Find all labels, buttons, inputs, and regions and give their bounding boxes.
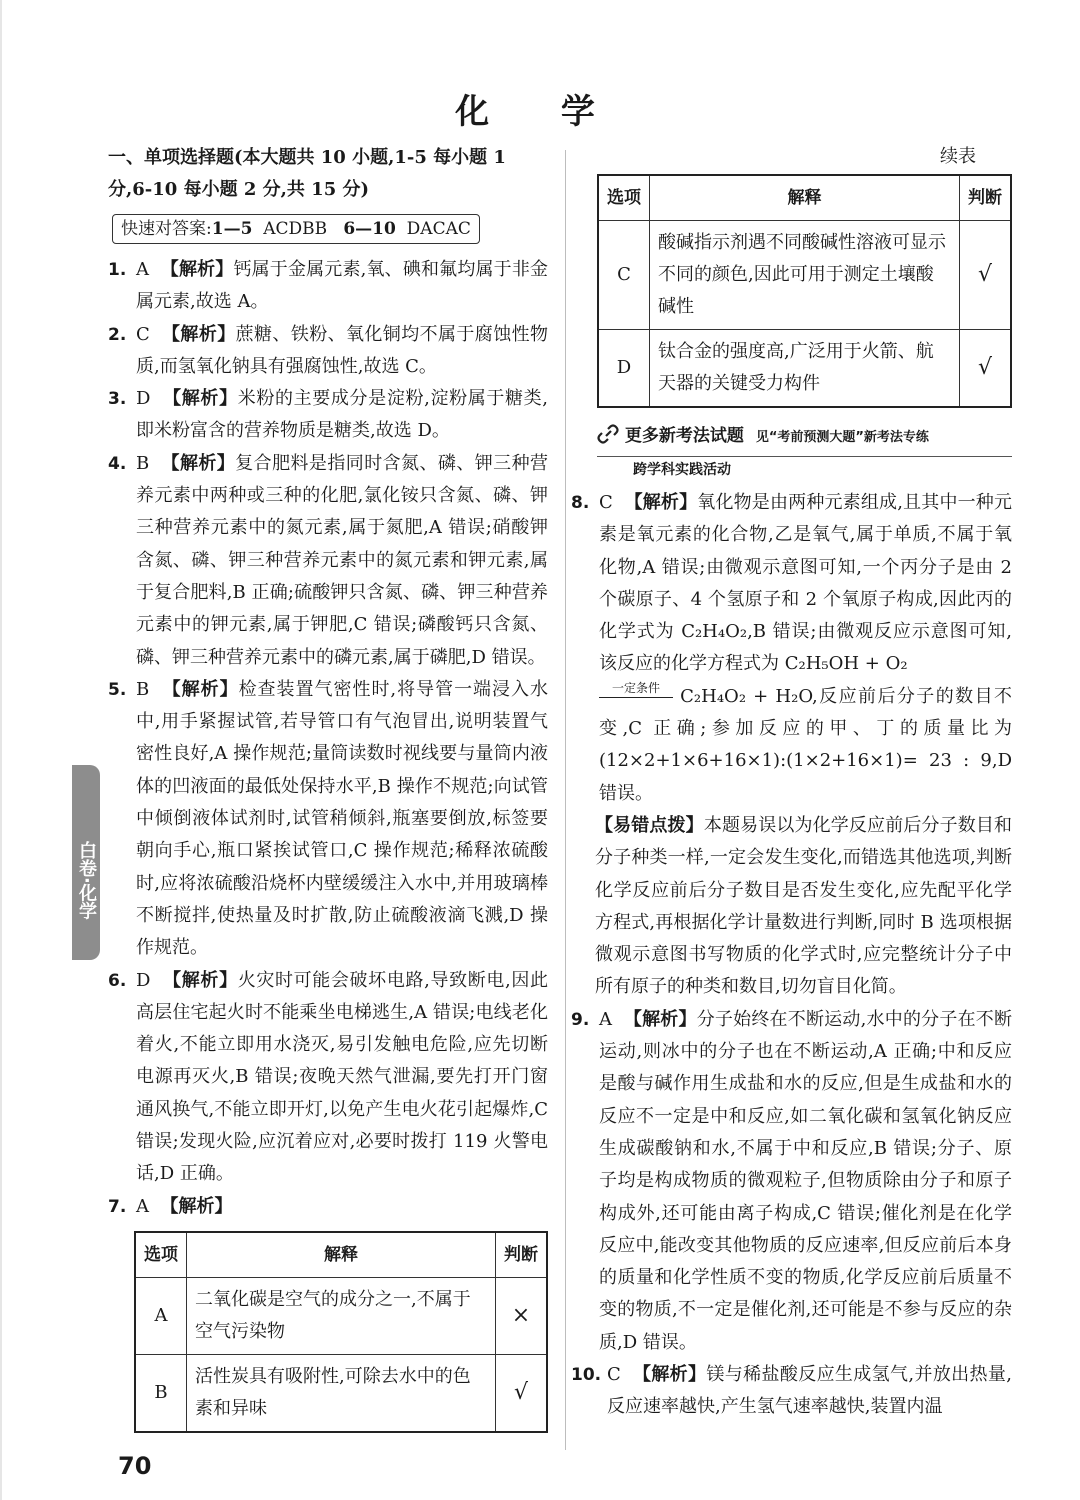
continued-table — [597, 174, 1012, 408]
analysis-text: 复合肥料是指同时含氮、磷、钾三种营养元素中两种或三种的化肥,氯化铵只含氮、磷、钾三种营养元素中的氮元素,属于氮肥,A 错误;硝酸钾含氮、磷、钾三种营养元素中的氮元素和钾元素,属于复合肥料,B 正确;硫酸钾只含氮、磷、钾三种营养元素中的钾元素,属于钾肥,C 错误;磷酸钙只含氮、磷、钾三种营养元素中的磷元素,属于磷肥,D 错误。 — [136, 452, 549, 668]
answer-letter: B — [136, 678, 150, 700]
question-5 — [108, 674, 548, 965]
explain-cell: 二氧化碳是空气的成分之一,不属于空气污染物 — [187, 1277, 496, 1354]
analysis-tag: 【解析】 — [162, 323, 236, 345]
right-column — [571, 142, 1013, 1424]
question-7 — [108, 1191, 548, 1223]
question-number: 8. — [571, 493, 590, 513]
judge-cell: × — [496, 1277, 548, 1354]
answer-letter: B — [136, 452, 150, 474]
analysis-text: 米粉的主要成分是淀粉,淀粉属于糖类,即米粉富含的营养物质是糖类,故选 D。 — [136, 388, 548, 442]
column-divider — [565, 150, 566, 1450]
explain-cell: 钛合金的强度高,广泛用于火箭、航天器的关键受力构件 — [650, 330, 960, 408]
equation-reactants: C₂H₅OH + O₂ — [784, 653, 908, 675]
error-tip-text: 本题易误以为化学反应前后分子数目和分子种类一样,一定会发生变化,而错选其他选项,判断化学反应前后分子数目是否发生变化,应先配平化学方程式,再根据化学计量数进行判断,同时 B 选项根据微观示意图书写物质的化学式时,应完整统计分子中所有原子的种类和数目,切勿盲目化简。 — [595, 814, 1013, 998]
analysis-text: 检查装置气密性时,将导管一端浸入水中,用手紧握试管,若导管口有气泡冒出,说明装置气密性良好,A 操作规范;量筒读数时视线要与量筒内液体的凹液面的最低处保持水平,B 操作不规范;向试管中倾倒液体试剂时,试管稍倾斜,瓶塞要倒放,标签要朝向手心,瓶口紧挨试管口,C 操作规范;稀释浓硫酸时,应将浓硫酸沿烧杯内壁缓缓注入水中,并用玻璃棒不断搅拌,使热量及时扩散,防止硫酸液滴飞溅,D 操作规范。 — [136, 678, 548, 959]
answer-letter: A — [599, 1008, 612, 1030]
answer-letter: C — [599, 492, 613, 513]
quick-answers-b: DACAC — [406, 219, 471, 239]
more-questions-note: 见“考前预测大题”新考法专练 — [755, 430, 929, 445]
analysis-text: 镁与稀盐酸反应生成氢气,并放出热量,反应速率越快,产生氢气速率越快,装置内温 — [607, 1364, 1012, 1418]
analysis-tag: 【解析】 — [163, 388, 238, 410]
analysis-tag: 【解析】 — [632, 1364, 707, 1386]
answer-letter: C — [607, 1364, 621, 1386]
question-number: 5. — [108, 679, 127, 700]
header-explain: 解释 — [187, 1232, 496, 1278]
analysis-text: 氧化物是由两种元素组成,且其中一种元素是氧元素的化合物,乙是氧气,属于单质,不属于氧化物,A 错误;由微观示意图可知,一个丙分子是由 2 个碳原子、4 个氢原子和 2 个氧原子构成,因此丙的化学式为 — [599, 492, 1012, 643]
explanation-table — [134, 1231, 548, 1433]
question-number: 10. — [571, 1365, 602, 1386]
header-judge: 判断 — [496, 1232, 548, 1278]
analysis-text: 钙属于金属元素,氧、碘和氟均属于非金属元素,故选 A。 — [136, 259, 548, 313]
header-option: 选项 — [135, 1232, 187, 1278]
question-number: 9. — [571, 1009, 590, 1030]
question-8 — [571, 487, 1012, 810]
reaction-condition — [599, 681, 673, 698]
judge-cell: √ — [496, 1354, 548, 1432]
question-number: 6. — [108, 970, 127, 991]
option-cell: B — [135, 1354, 187, 1432]
analysis-tag: 【解析】 — [162, 678, 239, 700]
question-6 — [108, 965, 548, 1191]
left-column — [108, 142, 548, 1433]
question-10 — [571, 1359, 1012, 1424]
question-number: 2. — [108, 324, 127, 345]
quick-range-a: 1—5 — [211, 219, 253, 239]
question-number: 7. — [108, 1196, 127, 1217]
table-row — [598, 221, 1011, 330]
explain-cell: 酸碱指示剂遇不同酸碱性溶液可显示不同的颜色,因此可用于测定土壤酸碱性 — [650, 221, 960, 330]
cross-discipline-label: 跨学科实践活动 — [633, 462, 731, 478]
question-number: 4. — [108, 453, 127, 474]
question-4 — [108, 448, 548, 674]
analysis-tag: 【解析】 — [163, 969, 238, 991]
condition-text: 一定条件 — [599, 681, 673, 698]
answer-letter: D — [136, 388, 151, 410]
answer-letter: A — [136, 1195, 149, 1217]
quick-answer-box — [112, 214, 480, 244]
option-cell: C — [598, 221, 650, 330]
table-header-row — [135, 1232, 547, 1278]
analysis-tag: 【解析】 — [624, 492, 698, 513]
table-row — [135, 1354, 547, 1432]
link-icon — [597, 424, 619, 444]
section-heading: 一、单项选择题(本大题共 10 小题,1-5 每小题 1 分,6-10 每小题 2 分,共 15 分) — [108, 147, 506, 200]
equation-products: C₂H₄O₂ + H₂O — [680, 685, 813, 707]
answer-letter: C — [136, 323, 150, 345]
option-cell: D — [598, 330, 650, 408]
quick-answers-a: ACDBB — [263, 219, 328, 239]
question-9 — [571, 1004, 1012, 1359]
explain-cell: 活性炭具有吸附性,可除去水中的色素和异味 — [187, 1354, 496, 1432]
more-questions-text: 更多新考法试题 — [624, 426, 744, 446]
table-row — [135, 1277, 547, 1354]
page-number: 70 — [118, 1452, 152, 1480]
analysis-tag: 【解析】 — [623, 1008, 697, 1030]
header-option: 选项 — [598, 175, 650, 221]
formula-c: C₂H₄O₂ — [681, 621, 748, 643]
header-explain: 解释 — [650, 175, 960, 221]
analysis-tag: 【解析】 — [161, 452, 236, 474]
page-title: 化 学 — [455, 92, 625, 132]
answer-letter: A — [136, 259, 149, 280]
header-judge: 判断 — [960, 175, 1012, 221]
analysis-text: 分子始终在不断运动,水中的分子在不断运动,则冰中的分子也在不断运动,A 正确;中和反应是酸与碱作用生成盐和水的反应,但是生成盐和水的反应不一定是中和反应,如二氧化碳和氢氧化钠反应生成碳酸钠和水,不属于中和反应,B 错误;分子、原子均是构成物质的微观粒子,但物质除由分子和原子构成外,还可能由离子构成,C 错误;催化剂是在化学反应中,能改变其他物质的反应速率,但反应前后本身的质量和化学性质不变的物质,化学反应前后质量不变的物质,不一定是催化剂,还可能是不参与反应的杂质,D 错误。 — [599, 1008, 1012, 1353]
judge-cell: √ — [960, 330, 1012, 408]
analysis-tag: 【解析】 — [160, 259, 234, 280]
answer-letter: D — [136, 969, 151, 991]
table-header-row — [598, 175, 1011, 221]
quick-answer-label: 快速对答案: — [121, 219, 212, 239]
judge-cell: √ — [960, 221, 1012, 330]
analysis-tag: 【解析】 — [160, 1195, 233, 1217]
question-1 — [108, 254, 548, 319]
analysis-text: 蔗糖、铁粉、氧化铜均不属于腐蚀性物质,而氢氧化钠具有强腐蚀性,故选 C。 — [136, 323, 548, 377]
question-number: 3. — [108, 389, 127, 410]
table-row — [598, 330, 1011, 408]
continued-label: 续表 — [940, 146, 976, 167]
analysis-text: 火灾时可能会破坏电路,导致断电,因此高层住宅起火时不能乘坐电梯逃生,A 错误;电线老化着火,不能立即用水浇灭,易引发触电危险,应先切断电源再灭火,B 错误;夜晚天然气泄漏,要先打开门窗通风换气,不能立即开灯,以免产生电火花引起爆炸,C 错误;发现火险,应沉着应对,必要时拨打 119 火警电话,D 正确。 — [136, 969, 548, 1185]
question-3 — [108, 383, 548, 448]
question-2 — [108, 319, 548, 384]
question-number: 1. — [108, 260, 127, 280]
quick-range-b: 6—10 — [343, 219, 396, 239]
option-cell: A — [135, 1277, 187, 1354]
side-tab-label: 白卷·化学 — [72, 765, 100, 960]
more-questions-link[interactable] — [597, 422, 1012, 457]
analysis-text: ,B 错误;由微观反应示意图可知,该反应的化学方程式为 — [599, 621, 1012, 675]
analysis-text: ,反应前后分子的数目不变,C 正确;参加反应的甲、丁的质量比为(12×2+1×6+16×1):(1×2+16×1)= 23 : 9,D 错误。 — [599, 685, 1012, 804]
error-tip-tag: 【易错点拨】 — [595, 814, 704, 836]
error-tip — [595, 810, 1012, 1004]
